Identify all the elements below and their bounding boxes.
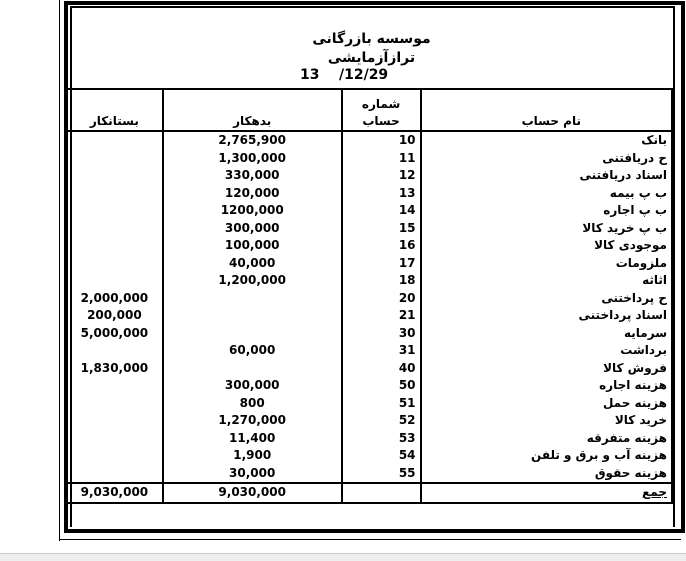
cell-account-number: 15 xyxy=(342,220,421,238)
cell-account-number: 30 xyxy=(342,325,421,343)
table-row xyxy=(66,395,672,413)
document-header xyxy=(70,30,673,68)
cell-account-name: فروش کالا xyxy=(421,360,672,378)
table-row xyxy=(66,167,672,185)
cell-credit xyxy=(66,272,163,290)
cell-debit: 1,270,000 xyxy=(163,412,342,430)
cell-account-number: 54 xyxy=(342,447,421,465)
cell-debit xyxy=(163,307,342,325)
cell-account-name: برداشت xyxy=(421,342,672,360)
cell-credit xyxy=(66,185,163,203)
cell-account-name: ب پ خرید کالا xyxy=(421,220,672,238)
total-label: جمع xyxy=(421,483,672,503)
cell-debit: 800 xyxy=(163,395,342,413)
header-account-number-line2: حساب xyxy=(362,114,400,128)
table-row xyxy=(66,412,672,430)
table-row xyxy=(66,131,672,150)
cell-account-name: خرید کالا xyxy=(421,412,672,430)
cell-debit: 11,400 xyxy=(163,430,342,448)
cell-account-name: سرمایه xyxy=(421,325,672,343)
cell-debit xyxy=(163,290,342,308)
cell-account-number: 55 xyxy=(342,465,421,484)
cell-account-name: هزینه حقوق xyxy=(421,465,672,484)
table-row xyxy=(66,290,672,308)
cell-account-number: 21 xyxy=(342,307,421,325)
cell-credit xyxy=(66,447,163,465)
report-title: ترازآزمایشی xyxy=(327,50,416,66)
cell-account-number: 52 xyxy=(342,412,421,430)
cell-debit: 100,000 xyxy=(163,237,342,255)
cell-credit xyxy=(66,465,163,484)
page-bottom-rule xyxy=(59,539,681,540)
cell-account-number: 12 xyxy=(342,167,421,185)
cell-credit: 1,830,000 xyxy=(66,360,163,378)
cell-debit: 300,000 xyxy=(163,220,342,238)
cell-account-number: 50 xyxy=(342,377,421,395)
cell-credit xyxy=(66,377,163,395)
table-row xyxy=(66,447,672,465)
cell-credit: 5,000,000 xyxy=(66,325,163,343)
header-account-number xyxy=(342,89,421,131)
cell-debit xyxy=(163,325,342,343)
cell-debit: 300,000 xyxy=(163,377,342,395)
cell-debit: 1,900 xyxy=(163,447,342,465)
header-account-name: نام حساب xyxy=(421,89,672,131)
table-row xyxy=(66,342,672,360)
table-row xyxy=(66,272,672,290)
table-row xyxy=(66,185,672,203)
cell-debit: 1200,000 xyxy=(163,202,342,220)
cell-account-name: بانک xyxy=(421,131,672,150)
table-row xyxy=(66,360,672,378)
cell-account-name: هزینه آب و برق و تلفن xyxy=(421,447,672,465)
cell-account-number: 16 xyxy=(342,237,421,255)
table-row xyxy=(66,307,672,325)
header-debit: بدهکار xyxy=(163,89,342,131)
table-row xyxy=(66,237,672,255)
cell-account-name: هزینه حمل xyxy=(421,395,672,413)
cell-account-number: 14 xyxy=(342,202,421,220)
table-row xyxy=(66,202,672,220)
cell-debit: 40,000 xyxy=(163,255,342,273)
cell-debit: 1,200,000 xyxy=(163,272,342,290)
cell-credit xyxy=(66,412,163,430)
cell-account-name: اسناد دریافتنی xyxy=(421,167,672,185)
total-number xyxy=(342,483,421,503)
cell-debit: 1,300,000 xyxy=(163,150,342,168)
cell-account-number: 31 xyxy=(342,342,421,360)
company-name: موسسه بازرگانی xyxy=(312,31,431,47)
cell-account-name: ح دریافتنی xyxy=(421,150,672,168)
cell-debit: 2,765,900 xyxy=(163,131,342,150)
cell-account-number: 13 xyxy=(342,185,421,203)
header-credit: بستانکار xyxy=(66,89,163,131)
cell-account-name: موجودی کالا xyxy=(421,237,672,255)
cell-account-name: ب پ اجاره xyxy=(421,202,672,220)
cell-credit: 200,000 xyxy=(66,307,163,325)
cell-credit xyxy=(66,167,163,185)
cell-account-name: هزینه متفرقه xyxy=(421,430,672,448)
cell-debit: 120,000 xyxy=(163,185,342,203)
table-row xyxy=(66,465,672,484)
cell-account-number: 18 xyxy=(342,272,421,290)
total-debit: 9,030,000 xyxy=(163,483,342,503)
cell-account-number: 10 xyxy=(342,131,421,150)
cell-account-number: 53 xyxy=(342,430,421,448)
cell-account-name: ح پرداختنی xyxy=(421,290,672,308)
cell-account-name: ملزومات xyxy=(421,255,672,273)
cell-debit: 60,000 xyxy=(163,342,342,360)
table-row xyxy=(66,150,672,168)
cell-account-number: 51 xyxy=(342,395,421,413)
cell-credit xyxy=(66,220,163,238)
report-date: 13 /12/29 xyxy=(300,67,389,83)
table-row xyxy=(66,377,672,395)
cell-debit xyxy=(163,360,342,378)
cell-credit xyxy=(66,131,163,150)
cell-account-name: اسناد پرداختنی xyxy=(421,307,672,325)
table-header-row xyxy=(66,89,672,131)
total-row xyxy=(66,483,672,503)
cell-credit: 2,000,000 xyxy=(66,290,163,308)
header-account-number-line1: شماره xyxy=(361,97,401,111)
cell-account-number: 11 xyxy=(342,150,421,168)
cell-account-number: 20 xyxy=(342,290,421,308)
cell-debit: 30,000 xyxy=(163,465,342,484)
cell-debit: 330,000 xyxy=(163,167,342,185)
table-row xyxy=(66,220,672,238)
cell-credit xyxy=(66,255,163,273)
cell-credit xyxy=(66,342,163,360)
table-row xyxy=(66,430,672,448)
table-row xyxy=(66,325,672,343)
table-row xyxy=(66,255,672,273)
page-left-rule xyxy=(59,0,60,541)
cell-credit xyxy=(66,237,163,255)
cell-account-name: ب پ بیمه xyxy=(421,185,672,203)
total-credit: 9,030,000 xyxy=(66,483,163,503)
cell-account-number: 40 xyxy=(342,360,421,378)
cell-account-name: اثاثه xyxy=(421,272,672,290)
cell-credit xyxy=(66,150,163,168)
cell-account-name: هزینه اجاره xyxy=(421,377,672,395)
cell-credit xyxy=(66,395,163,413)
trial-balance-table xyxy=(65,88,673,504)
cell-account-number: 17 xyxy=(342,255,421,273)
cell-credit xyxy=(66,202,163,220)
cell-credit xyxy=(66,430,163,448)
